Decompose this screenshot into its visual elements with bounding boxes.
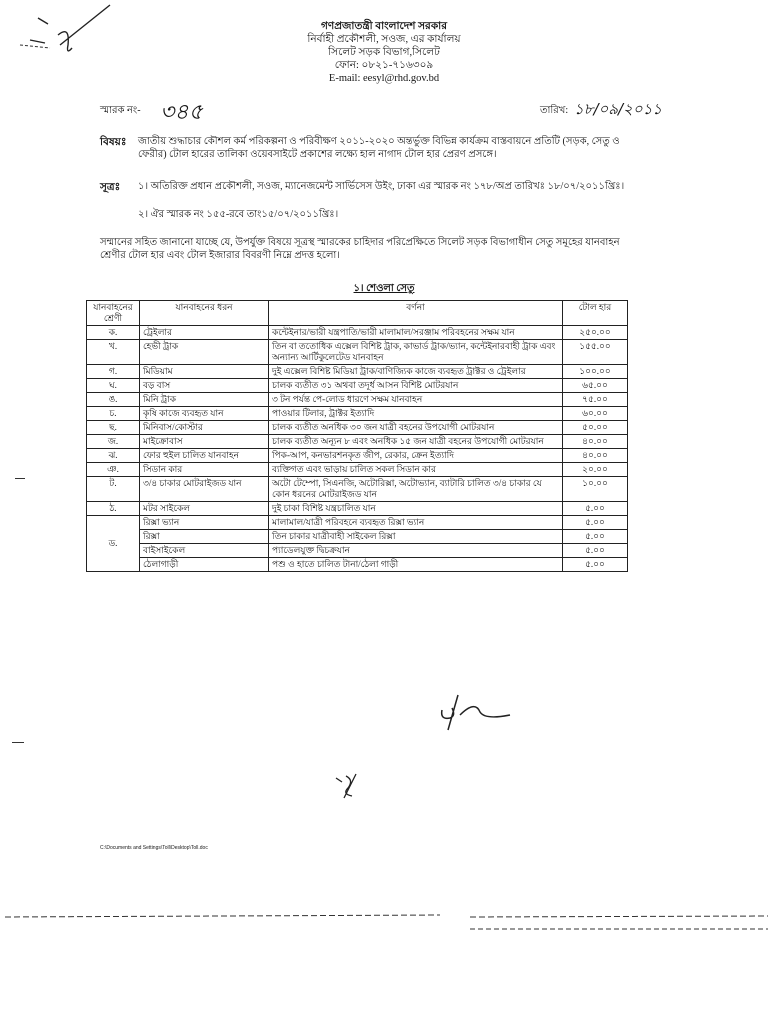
table-row bbox=[87, 421, 628, 435]
table-row bbox=[87, 379, 628, 393]
cell-type: মাইক্রোবাস bbox=[140, 435, 269, 449]
table-row bbox=[87, 340, 628, 365]
cell-class: ক. bbox=[87, 326, 140, 340]
margin-mark bbox=[12, 742, 24, 743]
cell-toll-rate: ৫.০০ bbox=[563, 558, 628, 572]
cell-type: সিডান কার bbox=[140, 463, 269, 477]
scan-artifact-lines bbox=[0, 905, 768, 935]
cell-toll-rate: ৫.০০ bbox=[563, 544, 628, 558]
table-row bbox=[87, 435, 628, 449]
cell-type: ঠেলাগাড়ী bbox=[140, 558, 269, 572]
cell-class: ড. bbox=[87, 516, 140, 572]
cell-description: কন্টেইনার/ভারী যন্ত্রপাতি/ভারী মালামাল/সরঞ্জাম পরিবহনের সক্ষম যান bbox=[269, 326, 563, 340]
cell-description: ৩ টন পর্যন্ত পে-লোড ধারণে সক্ষম যানবাহন bbox=[269, 393, 563, 407]
cell-description: দুই চাকা বিশিষ্ট যন্ত্রচালিত যান bbox=[269, 502, 563, 516]
header-type: যানবাহনের ধরন bbox=[140, 301, 269, 326]
cell-class: চ. bbox=[87, 407, 140, 421]
cell-description: মালামাল/যাত্রী পরিবহনে ব্যবহৃত রিক্সা ভ্যান bbox=[269, 516, 563, 530]
cell-toll-rate: ৫.০০ bbox=[563, 516, 628, 530]
table-row bbox=[87, 516, 628, 530]
footer-file-path: C:\Documents and Settings\Toll\Desktop\Toll.doc bbox=[100, 845, 208, 851]
margin-mark bbox=[15, 478, 25, 479]
table-row bbox=[87, 463, 628, 477]
cell-toll-rate: ৫.০০ bbox=[563, 502, 628, 516]
cell-description: পিক-আপ, কনভারশনকৃত জীপ, রেকার, ক্রেন ইত্যাদি bbox=[269, 449, 563, 463]
cell-description: দুই এক্সেল বিশিষ্ট মিডিয়া ট্রাক/বাণিজ্যিক কাজে ব্যবহৃত ট্রাক্টর ও ট্রেইলার bbox=[269, 365, 563, 379]
cell-type: রিক্সা ভ্যান bbox=[140, 516, 269, 530]
cell-type: ৩/৪ চাকার মোটরাইজড যান bbox=[140, 477, 269, 502]
cell-description: চালক ব্যতীত ৩১ অথবা তদূর্ধ আসন বিশিষ্ট মোটরযান bbox=[269, 379, 563, 393]
cell-type: মিডিয়াম bbox=[140, 365, 269, 379]
memo-label: স্মারক নং- bbox=[100, 105, 141, 116]
cell-type: ফোর হুইল চালিত যানবাহন bbox=[140, 449, 269, 463]
subject-label: বিষয়ঃ bbox=[100, 137, 127, 148]
memo-number: ৩৪৫ bbox=[160, 100, 203, 125]
cell-type: বাইসাইকেল bbox=[140, 544, 269, 558]
cell-toll-rate: ৪০.০০ bbox=[563, 435, 628, 449]
cell-toll-rate: ১০০.০০ bbox=[563, 365, 628, 379]
cell-type: হেভী ট্রাক bbox=[140, 340, 269, 365]
cell-class: ঘ. bbox=[87, 379, 140, 393]
table-row bbox=[87, 530, 628, 544]
cell-toll-rate: ২৫০.০০ bbox=[563, 326, 628, 340]
cell-description: ব্যক্তিগত এবং ভাড়ায় চালিত সকল সিডান কার bbox=[269, 463, 563, 477]
body-paragraph: সম্মানের সহিত জানানো যাচ্ছে যে, উপর্যুক্ত বিষয়ে সূত্রস্থ স্মারকের চাহিদার পরিপ্রেক্ষিতে সিলেট সড়ক বিভাগাধীন সেতু সমূহের যানবাহন শ্রেণীর টোল হার এবং টোল ইজারার বিবরণী নিম্নে প্রদত্ত হলো। bbox=[100, 237, 620, 261]
division-name: সিলেট সড়ক বিভাগ,সিলেট bbox=[328, 47, 440, 58]
cell-class: ঞ. bbox=[87, 463, 140, 477]
cell-type: ট্রেইলার bbox=[140, 326, 269, 340]
cell-toll-rate: ৫০.০০ bbox=[563, 421, 628, 435]
table-row bbox=[87, 365, 628, 379]
office-name: নির্বাহী প্রকৌশলী, সওজ, এর কার্যালয় bbox=[307, 34, 461, 45]
reference-item-1: ১। অতিরিক্ত প্রধান প্রকৌশলী, সওজ, ম্যানেজমেন্ট সার্ভিসেস উইং, ঢাকা এর স্মারক নং ১৭৮/অপ্র তারিখঃ ১৮/০৭/২০১১খ্রিঃ। bbox=[138, 181, 625, 192]
cell-class: গ. bbox=[87, 365, 140, 379]
cell-description: প্যাডেলযুক্ত দ্বিচক্রযান bbox=[269, 544, 563, 558]
reference-label: সূত্রঃ bbox=[100, 182, 121, 193]
cell-description: চালক ব্যতীত অন্যূন ৮ এবং অনধিক ১৫ জন যাত্রী বহনের উপযোগী মোটরযান bbox=[269, 435, 563, 449]
cell-toll-rate: ৬০.০০ bbox=[563, 407, 628, 421]
cell-toll-rate: ২০.০০ bbox=[563, 463, 628, 477]
cell-class: ট. bbox=[87, 477, 140, 502]
date-label: তারিখ: bbox=[540, 105, 569, 116]
cell-type: রিক্সা bbox=[140, 530, 269, 544]
table-row bbox=[87, 477, 628, 502]
table-row bbox=[87, 502, 628, 516]
table-row bbox=[87, 393, 628, 407]
header-toll-rate: টোল হার bbox=[563, 301, 628, 326]
table-row bbox=[87, 544, 628, 558]
cell-class: ঠ. bbox=[87, 502, 140, 516]
cell-toll-rate: ৪০.০০ bbox=[563, 449, 628, 463]
email-address: E-mail: eesyl@rhd.gov.bd bbox=[328, 73, 440, 84]
cell-class: খ. bbox=[87, 340, 140, 365]
cell-toll-rate: ৭৫.০০ bbox=[563, 393, 628, 407]
header-description: বর্ণনা bbox=[269, 301, 563, 326]
cell-type: বড় বাস bbox=[140, 379, 269, 393]
date-value: ১৮/০৯/২০১১ bbox=[574, 100, 663, 118]
table-row bbox=[87, 449, 628, 463]
initial-mark bbox=[330, 770, 370, 800]
cell-description: তিন চাকার যাত্রীবাহী সাইকেল রিক্সা bbox=[269, 530, 563, 544]
cell-toll-rate: ৬৫.০০ bbox=[563, 379, 628, 393]
phone-number: ফোন: ০৮২১-৭১৬৩০৯ bbox=[334, 60, 434, 71]
cell-type: মিনিবাস/কোস্টার bbox=[140, 421, 269, 435]
letterhead bbox=[0, 20, 768, 85]
cell-class: ঝ. bbox=[87, 449, 140, 463]
table-header-row bbox=[87, 301, 628, 326]
reference-item-2: ২। ঐর স্মারক নং ১৫৫-রবে তাং১৫/০৭/২০১১খ্রিঃ। bbox=[138, 209, 339, 220]
cell-class: জ. bbox=[87, 435, 140, 449]
table-title: ১। শেওলা সেতু bbox=[353, 283, 415, 294]
cell-class: ঙ. bbox=[87, 393, 140, 407]
cell-description: তিন বা ততোধিক এক্সেল বিশিষ্ট ট্রাক, কাভার্ড ট্রাক/ভ্যান, কন্টেইনারবাহী ট্রাক এবং অন্যান্য আর্টিকুলেটেড যানবাহন bbox=[269, 340, 563, 365]
cell-toll-rate: ১৫৫.০০ bbox=[563, 340, 628, 365]
cell-description: পাওয়ার টিলার, ট্রাক্টর ইত্যাদি bbox=[269, 407, 563, 421]
toll-table bbox=[86, 300, 628, 572]
cell-type: মিনি ট্রাক bbox=[140, 393, 269, 407]
cell-description: চালক ব্যতীত অনধিক ৩০ জন যাত্রী বহনের উপযোগী মোটরযান bbox=[269, 421, 563, 435]
cell-description: পশু ও হাতে চালিত টানা/ঠেলা গাড়ী bbox=[269, 558, 563, 572]
table-row bbox=[87, 326, 628, 340]
subject-text: জাতীয় শুদ্ধাচার কৌশল কর্ম পরিকল্পনা ও পরিবীক্ষণ ২০১১-২০২০ অন্তর্ভুক্ত বিভিন্ন কার্যক্রম বাস্তবায়নে প্রতিটি (সড়ক, সেতু ও ফেরীর) টোল হারের তালিকা ওয়েবসাইটে প্রকাশের লক্ষ্যে হাল নাগাদ টোল হার প্রেরণ প্রসঙ্গে। bbox=[138, 136, 620, 160]
table-row bbox=[87, 407, 628, 421]
cell-description: অটো টেম্পো, সিএনজি, অটোরিক্সা, অটোভ্যান, ব্যাটারি চালিত ৩/৪ চাকার যে কোন ধরনের মোটরাইজড যান bbox=[269, 477, 563, 502]
govt-name: গণপ্রজাতন্ত্রী বাংলাদেশ সরকার bbox=[320, 21, 448, 32]
cell-toll-rate: ১০.০০ bbox=[563, 477, 628, 502]
cell-type: কৃষি কাজে ব্যবহৃত যান bbox=[140, 407, 269, 421]
cell-type: মটর সাইকেল bbox=[140, 502, 269, 516]
signature bbox=[430, 690, 530, 740]
header-class: যানবাহনের শ্রেণী bbox=[87, 301, 140, 326]
cell-class: ছ. bbox=[87, 421, 140, 435]
table-row bbox=[87, 558, 628, 572]
cell-toll-rate: ৫.০০ bbox=[563, 530, 628, 544]
